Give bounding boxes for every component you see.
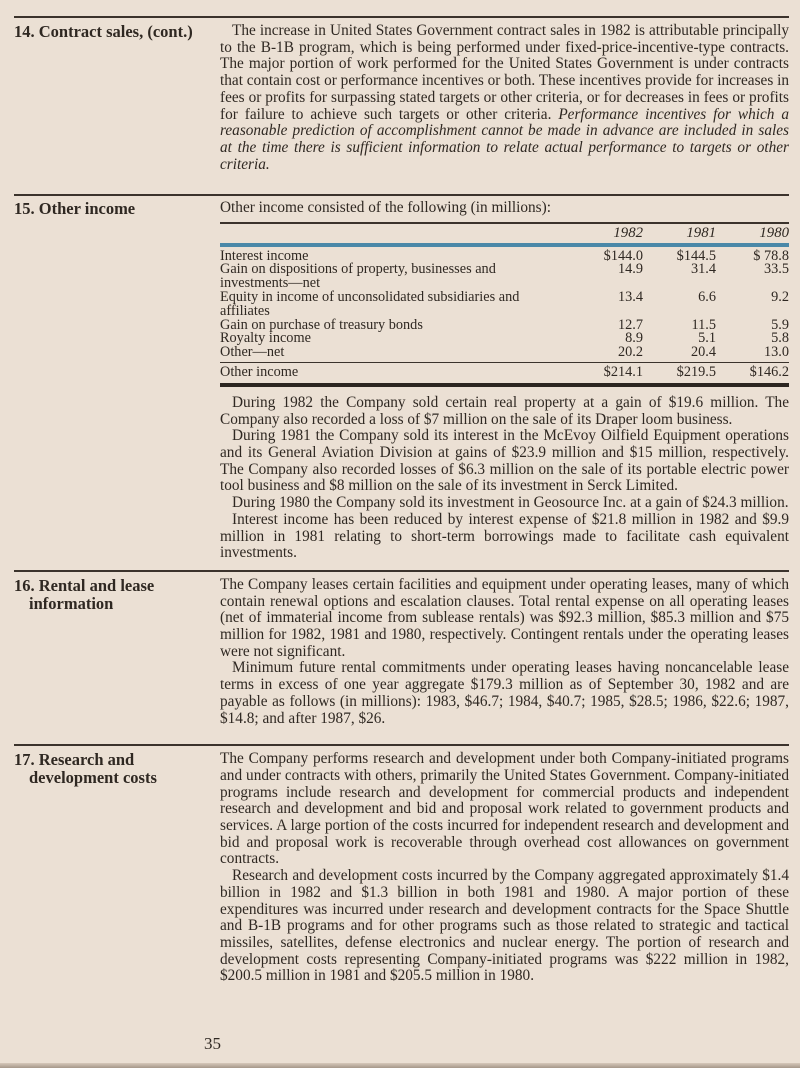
other-income-intro: Other income consisted of the following (in millions):	[220, 199, 551, 217]
row-value-1982: 20.2	[617, 344, 643, 361]
row-label: Royalty income	[220, 330, 311, 347]
section-heading-column	[14, 200, 220, 562]
other-income-table-body	[220, 247, 789, 360]
rental-paragraph: Minimum future rental commitments under operating leases having noncancelable lease terms in excess of one year aggregate $179.3 million as of September 30, 1982 and are payable as follows (in millions): 1983, $46.7; 1984, $40.7; 1985, $28.5; 1986, $22.6; 1987, $14.8; and after 1987, $26.	[220, 659, 789, 727]
table-column-header-1981: 1981	[686, 225, 716, 242]
table-header-spacer	[220, 226, 570, 241]
table-total-row	[220, 362, 789, 387]
row-value-1981: 6.6	[698, 288, 716, 305]
section-heading-column	[14, 751, 220, 985]
row-value-1982: 14.9	[617, 261, 643, 278]
row-value-1981: 20.4	[690, 344, 716, 361]
section-body-column	[220, 200, 789, 562]
table-row	[220, 263, 789, 291]
section-contract-sales	[14, 16, 789, 194]
row-label: Gain on purchase of treasury bonds	[220, 316, 423, 333]
heading-line2: information	[29, 593, 114, 613]
row-value-1980: 13.0	[763, 344, 789, 361]
document-page	[14, 0, 789, 985]
total-value-1980: $146.2	[749, 363, 789, 380]
row-value-1980: 5.9	[771, 316, 789, 333]
research-paragraph: Research and development costs incurred by the Company aggregated approximately $1.4 billion in 1982 and $1.3 billion in both 1981 and 1980. A major portion of these expenditures was incurred under research and development contracts for the Space Shuttle and B-1B programs and for other programs such as those related to strategic and tactical missiles, satellites, defense electronics and nuclear energy. The portion of research and development costs representing Company-initiated programs was $222 million in 1982, $200.5 million in 1981 and $205.5 million in 1980.	[220, 867, 789, 985]
row-value-1982: 8.9	[625, 330, 643, 347]
row-value-1982: $144.0	[603, 247, 643, 264]
page-bottom-edge	[0, 1063, 800, 1068]
section-heading-research-development	[14, 751, 220, 787]
section-body-column	[220, 751, 789, 985]
table-row	[220, 288, 789, 319]
heading-line2: development costs	[29, 768, 157, 788]
contract-sales-paragraph	[220, 23, 789, 173]
heading-line1: 17. Research and	[14, 750, 135, 770]
section-body-column	[220, 23, 789, 173]
research-paragraph: The Company performs research and development under both Company-initiated programs and under contracts with others, primarily the United States Government. Company-initiated programs include research and development for commercial products and independent research and development and bid and proposal work related to government products and services. A large portion of the costs incurred for independent research and development and bid and proposal work is recoverable through overhead cost allowances on government contracts.	[220, 750, 789, 868]
row-value-1980: 9.2	[771, 288, 789, 305]
row-value-1980: $ 78.8	[753, 247, 789, 264]
row-label: Equity in income of unconsolidated subsidiaries and affiliates	[220, 288, 520, 319]
heading-line1: 16. Rental and lease	[14, 575, 155, 595]
page-number: 35	[204, 1034, 221, 1053]
table-column-header-1980: 1980	[759, 225, 789, 242]
section-heading-column	[14, 577, 220, 727]
rental-paragraph: The Company leases certain facilities and equipment under operating leases, many of which contain renewal options and escalation clauses. Total rental expense on all operating leases (net of immaterial income from sublease rentals) was $92.3 million, $85.3 million and $75 million for 1982, 1981 and 1980, respectively. Contingent rentals under the operating leases were not significant.	[220, 575, 789, 660]
table-column-header-1982: 1982	[613, 225, 643, 242]
total-value-1982: $214.1	[603, 363, 643, 380]
section-heading-contract-sales: 14. Contract sales, (cont.)	[14, 22, 193, 41]
other-income-paragraph: During 1980 the Company sold its investment in Geosource Inc. at a gain of $24.3 million.	[232, 494, 789, 512]
section-body-column	[220, 577, 789, 727]
section-heading-other-income: 15. Other income	[14, 199, 136, 219]
row-label: Interest income	[220, 247, 309, 264]
row-value-1982: 12.7	[617, 316, 643, 333]
section-heading-column	[14, 23, 220, 173]
other-income-paragraph: During 1982 the Company sold certain real property at a gain of $19.6 million. The Company also recorded a loss of $7 million on the sale of its Draper loom business.	[220, 393, 789, 428]
total-row-label: Other income	[220, 363, 299, 380]
other-income-paragraph: During 1981 the Company sold its interest in the McEvoy Oilfield Equipment operations and its General Aviation Division at gains of $23.9 million and $15 million, respectively. The Company also recorded losses of $6.3 million on the sale of its portable electric power tool business and $8 million on the sale of its investment in Serck Limited.	[220, 427, 789, 495]
row-value-1982: 13.4	[617, 288, 643, 305]
total-value-1981: $219.5	[676, 363, 716, 380]
section-other-income	[14, 194, 789, 570]
row-label: Gain on dispositions of property, businesses and investments—net	[220, 261, 496, 292]
row-value-1981: $144.5	[676, 247, 716, 264]
table-row	[220, 346, 789, 360]
section-heading-rental-lease	[14, 577, 220, 613]
other-income-table	[220, 222, 789, 387]
row-value-1981: 11.5	[691, 316, 716, 333]
row-value-1980: 33.5	[763, 261, 789, 278]
other-income-paragraph: Interest income has been reduced by interest expense of $21.8 million in 1982 and $9.9 million in 1981 relating to short-term borrowings made to facilitate cash equivalent investments.	[220, 510, 789, 562]
contract-sales-paragraph-italic-text: Performance incentives for which a reasonable prediction of accomplishment cannot be made in advance are included in sales at the time there is sufficient information to relate actual performance to targets or other criteria.	[220, 105, 789, 173]
row-value-1981: 31.4	[690, 261, 716, 278]
row-value-1981: 5.1	[698, 330, 716, 347]
other-income-table-header-row	[220, 226, 789, 243]
section-research-development	[14, 744, 789, 985]
row-value-1980: 5.8	[771, 330, 789, 347]
section-rental-lease	[14, 570, 789, 744]
row-label: Other—net	[220, 344, 285, 361]
contract-sales-paragraph-text: The increase in United States Government contract sales in 1982 is attributable principally to the B-1B program, which is being performed under fixed-price-incentive-type contracts. The major portion of work performed for the United States Government is under contracts that contain cost or performance incentives or both. These incentives provide for increases in fees or profits for surpassing stated targets or other criteria, or for decreases in fees or profits for failure to achieve such targets or other criteria.	[220, 22, 789, 123]
